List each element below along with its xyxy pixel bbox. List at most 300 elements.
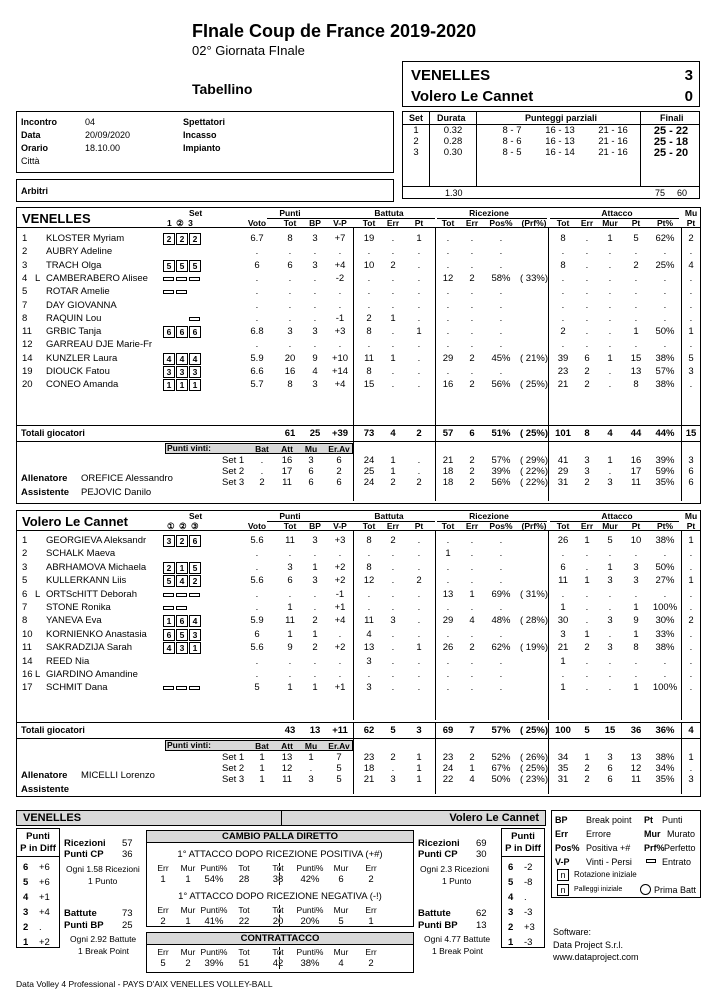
set-stat-mu: 1	[688, 752, 694, 763]
pindiff-rot: 4	[23, 892, 29, 903]
set-row-partial-16: 16 - 14	[545, 147, 575, 158]
pv-erav: 6	[336, 455, 342, 466]
stat-bt: 8	[366, 535, 372, 546]
set-row-partial-8: 8 - 5	[502, 147, 522, 158]
set-stat-ap: 11	[631, 774, 641, 785]
player-name[interactable]: KORNIENKO Anastasia	[46, 628, 147, 640]
stat-voto: 6.7	[250, 233, 264, 244]
player-name[interactable]: ROTAR Amelie	[46, 286, 110, 298]
stat-ae: .	[585, 615, 589, 627]
set-label: Set 3	[222, 774, 245, 785]
subheader-ae: Err	[580, 521, 594, 531]
stat-re: .	[470, 259, 474, 271]
pv-header-erav: Er.Av	[328, 741, 350, 751]
pv-header-mu2: Mu	[304, 741, 318, 751]
stat-be: .	[391, 588, 395, 600]
player-name[interactable]: ORTScHITT Deborah	[46, 588, 137, 600]
data-value: 20/09/2020	[85, 130, 131, 140]
stat-voto: .	[255, 561, 259, 573]
substitution-marker	[163, 290, 174, 294]
stat-at: .	[561, 286, 565, 298]
stat-re: 1	[469, 588, 475, 600]
stat-bt: .	[367, 588, 371, 600]
substitution-marker	[189, 277, 200, 281]
stat-pt: .	[288, 588, 292, 600]
stat-at: .	[561, 669, 565, 680]
stat-pt: .	[288, 312, 292, 324]
stat-bp: .	[313, 286, 317, 298]
legend-vp-text: Vinti - Persi	[586, 857, 632, 867]
player-number: 14	[22, 352, 33, 364]
stat-am: .	[608, 312, 612, 324]
set-stat-am: .	[608, 466, 612, 477]
player-name[interactable]: DIOUCK Fatou	[46, 366, 110, 377]
stat-rt: 13	[442, 588, 454, 600]
rotation-box: 6	[189, 535, 201, 547]
stat-ap: 8	[633, 642, 639, 654]
orario-label: Orario	[21, 143, 49, 153]
stat-bp2: .	[417, 339, 421, 351]
stat-bt: 8	[366, 561, 372, 573]
stat-bp2: .	[417, 561, 421, 573]
set-label: Set 2	[222, 466, 245, 477]
stat-rp: .	[499, 669, 503, 680]
stat-voto: 5.7	[250, 379, 264, 391]
neg-value: 2	[160, 916, 166, 927]
rotation-box: 5	[163, 575, 175, 587]
header-rule	[437, 218, 547, 219]
player-name[interactable]: GRBIC Tanja	[46, 326, 102, 338]
rotation-box: 1	[189, 379, 201, 391]
set-stat-rp: 67%	[491, 763, 511, 774]
legend-pos-text: Positiva +#	[586, 843, 631, 853]
stat-ae: .	[585, 588, 589, 600]
player-name[interactable]: YANEVA Eva	[46, 615, 102, 627]
stat-at: .	[561, 548, 565, 560]
rotation-box: 5	[189, 562, 201, 574]
set-stat-apc: 34%	[655, 763, 675, 774]
player-name[interactable]: ABRHAMOVA Michaela	[46, 561, 147, 573]
stat-bp: .	[313, 272, 317, 284]
stat-be: .	[391, 602, 395, 613]
player-number: 1	[22, 535, 28, 546]
stat-rt: .	[446, 299, 450, 311]
stat-mu: .	[689, 642, 693, 654]
player-name[interactable]: KUNZLER Laura	[46, 352, 118, 364]
stat-ae: .	[585, 326, 589, 338]
set-stat-ap: 12	[630, 763, 642, 774]
stat-rt: .	[446, 233, 450, 244]
rotation-box: 3	[176, 366, 188, 378]
totals-label: Totali giocatori	[21, 725, 85, 735]
stat-bp2: .	[417, 299, 421, 311]
stat-re: .	[470, 299, 474, 311]
stat-bp: 3	[312, 326, 318, 338]
stat-rt: .	[446, 602, 450, 613]
punti-bp-label: Punti BP	[418, 920, 458, 931]
con-value: 4	[338, 958, 344, 969]
stat-bp2: .	[417, 682, 421, 694]
stat-ap: 8	[633, 379, 639, 391]
set-stat-re: 2	[469, 466, 475, 477]
pindiff-rot: 1	[23, 937, 29, 948]
stat-bp2: .	[417, 669, 421, 680]
stat-bt: 13	[363, 642, 375, 654]
total-rf: ( 25%)	[520, 428, 548, 439]
player-number: 7	[22, 602, 28, 613]
neg-value: 20	[272, 916, 284, 927]
punti-bp-value: 25	[122, 920, 133, 931]
stat-apc: .	[663, 286, 667, 298]
set-stat-re: 2	[469, 752, 475, 763]
subheader-be: Err	[386, 218, 400, 228]
stat-be: .	[391, 655, 395, 667]
set-stat-am: 6	[607, 774, 613, 785]
software-url[interactable]: www.dataproject.com	[553, 952, 639, 962]
set-stat-rt: 22	[442, 774, 454, 785]
substitution-marker	[176, 593, 187, 597]
player-name[interactable]: TRACH Olga	[46, 259, 102, 271]
stat-rp: .	[499, 233, 503, 244]
stat-at: 21	[557, 379, 569, 391]
stat-mu: .	[689, 669, 693, 680]
set-stat-be: 3	[390, 774, 396, 785]
stat-vp: +2	[334, 575, 346, 587]
player-name[interactable]: RAQUIN Lou	[46, 312, 102, 324]
stat-rp: .	[499, 682, 503, 694]
pv-att: 13	[281, 752, 293, 763]
col-header-mur: Mur	[333, 863, 349, 873]
neg-value: 41%	[204, 916, 224, 927]
pv-mu: .	[309, 763, 313, 774]
rotation-box: 1	[189, 642, 201, 654]
total-bt: 62	[363, 725, 375, 736]
subheader-pt: Tot	[283, 218, 297, 228]
con-value: 42	[272, 958, 284, 969]
stat-pt: 8	[287, 379, 293, 391]
stat-bt: .	[367, 548, 371, 560]
set-label: Set 2	[222, 763, 245, 774]
pindiff-rot: 6	[23, 862, 29, 873]
substitution-marker	[163, 277, 174, 281]
neg-value: 5	[338, 916, 344, 927]
subheader-rt: Tot	[441, 218, 455, 228]
punti-bp-label: Punti BP	[64, 920, 104, 931]
set-stat-be: 2	[390, 752, 396, 763]
stat-mu: .	[689, 312, 693, 324]
con-value: 38%	[300, 958, 320, 969]
group-ricezione: Ricezione	[469, 208, 509, 218]
rotation-box: 3	[163, 535, 175, 547]
stat-ae: .	[585, 548, 589, 560]
rotation-box: 6	[176, 326, 188, 338]
pindiff-label: P in Diff	[505, 843, 541, 854]
cambio-palla-title: CAMBIO PALLA DIRETTO	[222, 831, 338, 842]
stat-rp: 69%	[491, 588, 511, 600]
legend-palleggi-icon: n	[557, 884, 569, 896]
player-name[interactable]: REED Nia	[46, 655, 90, 667]
stat-re: .	[470, 655, 474, 667]
stat-bp2: .	[417, 655, 421, 667]
stat-ap: .	[634, 299, 638, 311]
total-be: 5	[390, 725, 396, 736]
sets-box	[402, 111, 700, 199]
legend-entrato-text: Entrato	[662, 857, 692, 867]
player-name[interactable]: GEORGIEVA Aleksandr	[46, 535, 147, 546]
player-name[interactable]: KULLERKANN Liis	[46, 575, 127, 587]
set-stat-am: 6	[607, 763, 613, 774]
set-stat-bt: 18	[363, 763, 375, 774]
con-value: 2	[185, 958, 191, 969]
player-number: 6	[22, 588, 28, 600]
set-stat-am: 3	[607, 752, 613, 763]
stat-at: .	[561, 312, 565, 324]
stat-ap: 1	[633, 628, 639, 640]
subheader-mu: Pt	[686, 521, 696, 531]
set-stat-rf: ( 29%)	[520, 455, 548, 466]
player-libero-flag: L	[35, 272, 41, 284]
player-name[interactable]: SCHMIT Dana	[46, 682, 108, 694]
stat-mu: .	[689, 286, 693, 298]
stat-rt: 16	[442, 379, 454, 391]
stat-mu: 1	[688, 575, 694, 587]
stat-ae: 2	[584, 366, 590, 377]
stat-at: 39	[557, 352, 569, 364]
tabellino-label: Tabellino	[192, 81, 253, 97]
stat-bp2: .	[417, 602, 421, 613]
set-label: Set 3	[222, 477, 245, 488]
stat-bp: .	[313, 299, 317, 311]
stat-bp2: .	[417, 588, 421, 600]
header-rule	[357, 218, 435, 219]
player-name[interactable]: AUBRY Adeline	[46, 246, 113, 258]
substitution-marker	[163, 593, 174, 597]
stat-pt: .	[288, 272, 292, 284]
stat-apc: 100%	[652, 682, 678, 694]
set-stat-bt: 24	[363, 455, 375, 466]
player-number: 3	[22, 259, 28, 271]
neg-value: 20%	[300, 916, 320, 927]
stat-at: 26	[557, 535, 569, 546]
col-header-puntipct: Punti%	[296, 905, 324, 915]
stat-mu: .	[689, 246, 693, 258]
subheader-bt: Tot	[362, 218, 376, 228]
stat-ae: .	[585, 272, 589, 284]
pv-bat: 1	[259, 763, 265, 774]
set-stat-bt: 24	[363, 477, 375, 488]
player-number: 10	[22, 628, 33, 640]
legend-box	[551, 810, 701, 898]
stat-rt: 29	[442, 615, 454, 627]
set-stat-ap: 17	[630, 466, 642, 477]
set-stat-re: 2	[469, 477, 475, 488]
pindiff-rule	[502, 856, 544, 857]
center-divider	[279, 947, 280, 969]
stat-ap: .	[634, 588, 638, 600]
stat-rt: .	[446, 246, 450, 258]
group-battuta: Battuta	[374, 208, 404, 218]
ricezioni-label: Ricezioni	[418, 838, 460, 849]
player-number: 8	[22, 312, 28, 324]
stat-rp: 45%	[491, 352, 511, 364]
battute-value: 73	[122, 908, 133, 919]
pindiff-value: .	[524, 892, 527, 903]
orario-value: 18.10.00	[85, 143, 121, 153]
set-stat-at: 29	[557, 466, 569, 477]
stat-voto: .	[255, 246, 259, 258]
stat-bt: .	[367, 669, 371, 680]
col-header-puntipct: Punti%	[200, 863, 228, 873]
player-number: 2	[22, 548, 28, 560]
subheader-bt: Tot	[362, 521, 376, 531]
pindiff-rot: 6	[508, 862, 514, 873]
stat-am: 1	[607, 352, 613, 364]
stat-ap: .	[634, 312, 638, 324]
stat-be: .	[391, 669, 395, 680]
pos-value: 54%	[204, 874, 224, 885]
stat-bp: .	[313, 548, 317, 560]
stat-ae: .	[585, 561, 589, 573]
stat-ap: .	[634, 286, 638, 298]
substitution-marker	[176, 277, 187, 281]
total-at: 101	[555, 428, 571, 439]
set-stat-be: 2	[390, 477, 396, 488]
rotation-box: 6	[189, 326, 201, 338]
rotation-box: 5	[163, 260, 175, 272]
stat-bp: 3	[312, 575, 318, 587]
pv-erav: 5	[336, 774, 342, 785]
player-name[interactable]: STONE Ronika	[46, 602, 111, 613]
stat-rt: 12	[442, 272, 454, 284]
player-name[interactable]: GARREAU DJE Marie-Fr	[46, 339, 153, 351]
pv-att: 11	[282, 477, 292, 488]
ogni-break-point: 1 Break Point	[78, 946, 130, 956]
pv-header-bat: Bat	[255, 444, 269, 454]
player-name[interactable]: CAMBERABERO Alisee	[46, 272, 148, 284]
pos-value: 38	[272, 874, 284, 885]
stat-re: 4	[469, 615, 475, 627]
pindiff-rot: 2	[508, 922, 514, 933]
sets-h-set: Set	[409, 113, 424, 123]
stat-bt: .	[367, 286, 371, 298]
totals-rule-bottom	[17, 441, 700, 442]
stat-bt: 2	[366, 312, 372, 324]
group-punti: Punti	[279, 208, 301, 218]
subheader-am: Mur	[602, 218, 618, 228]
stat-apc: .	[663, 669, 667, 680]
stat-ap: 9	[633, 615, 639, 627]
score-box	[402, 61, 700, 107]
subheader-bp2: Pt	[414, 521, 424, 531]
rotation-box: 3	[189, 366, 201, 378]
pv-att: 11	[282, 774, 292, 785]
stat-re: .	[470, 366, 474, 377]
match-subtitle: 02° Giornata FInale	[192, 43, 305, 58]
stat-rt: .	[446, 286, 450, 298]
subheader-re: Err	[465, 521, 479, 531]
set-stat-am: 1	[607, 455, 613, 466]
stat-mu: .	[689, 682, 693, 694]
sets-total-b: 60	[677, 188, 688, 198]
col-header-mur: Mur	[180, 947, 196, 957]
set-stat-apc: 35%	[655, 477, 675, 488]
player-name[interactable]: SAKRADZIJA Sarah	[46, 642, 133, 654]
team-name: VENELLES	[22, 211, 91, 226]
stat-ae: .	[585, 286, 589, 298]
stat-vp: -1	[335, 312, 345, 324]
con-value: 5	[160, 958, 166, 969]
stat-vp: +1	[334, 682, 346, 694]
stat-at: .	[561, 272, 565, 284]
legend-rotation-icon: n	[557, 869, 569, 881]
substitution-marker	[163, 686, 174, 690]
stat-bp: .	[313, 655, 317, 667]
stat-re: 2	[469, 352, 475, 364]
set-stat-bt: 25	[363, 466, 375, 477]
player-name[interactable]: SCHALK Maeva	[46, 548, 116, 560]
player-name[interactable]: GIARDINO Amandine	[46, 669, 138, 680]
total-bt: 73	[363, 428, 375, 439]
totals-rule	[17, 722, 700, 723]
stat-ap: 3	[633, 561, 639, 573]
stat-pt: .	[288, 548, 292, 560]
pindiff-box-b	[501, 828, 545, 948]
set-row-final: 25 - 18	[653, 136, 689, 148]
set-stat-at: 31	[557, 477, 569, 488]
con-value: 39%	[204, 958, 224, 969]
ogni-punto: 1 Punto	[442, 876, 472, 886]
legend-prima-batt-icon	[640, 884, 651, 895]
summary-section	[16, 826, 546, 974]
set-stat-rt: 18	[442, 477, 454, 488]
stat-apc: 33%	[655, 628, 675, 640]
player-name[interactable]: DAY GIOVANNA	[46, 299, 117, 311]
stat-rt: .	[446, 655, 450, 667]
stat-bp: 2	[312, 642, 318, 654]
player-name[interactable]: CONEO Amanda	[46, 379, 119, 391]
stat-bp: 1	[312, 561, 318, 573]
stat-bp2: 1	[416, 642, 422, 654]
stat-at: 3	[560, 628, 566, 640]
stat-am: 3	[607, 642, 613, 654]
player-name[interactable]: KLOSTER Myriam	[46, 233, 125, 244]
stat-apc: 62%	[655, 233, 675, 244]
stat-mu: .	[689, 299, 693, 311]
stat-ae: .	[585, 246, 589, 258]
subheader-re: Err	[465, 218, 479, 228]
set-stat-bp2: 2	[416, 477, 422, 488]
pv-mu: 6	[308, 477, 314, 488]
stat-bp2: .	[417, 615, 421, 627]
totals-rule	[17, 425, 700, 426]
stat-mu: 1	[688, 535, 694, 546]
set-row-partial-16: 16 - 13	[545, 125, 575, 136]
stat-pt: 6	[287, 575, 293, 587]
set-stat-mu: 3	[688, 774, 694, 785]
stat-bp: 2	[312, 615, 318, 627]
set-stat-rt: 18	[442, 466, 454, 477]
set-stat-ae: 1	[584, 752, 590, 763]
stat-be: .	[391, 682, 395, 694]
total-vp: +11	[332, 725, 348, 736]
set-stat-rf: ( 22%)	[520, 466, 548, 477]
stat-ap: .	[634, 655, 638, 667]
team-b-section	[16, 510, 701, 797]
player-number: 7	[22, 299, 28, 311]
stat-voto: .	[255, 272, 259, 284]
substitution-marker	[163, 606, 174, 610]
subheader-be: Err	[386, 521, 400, 531]
